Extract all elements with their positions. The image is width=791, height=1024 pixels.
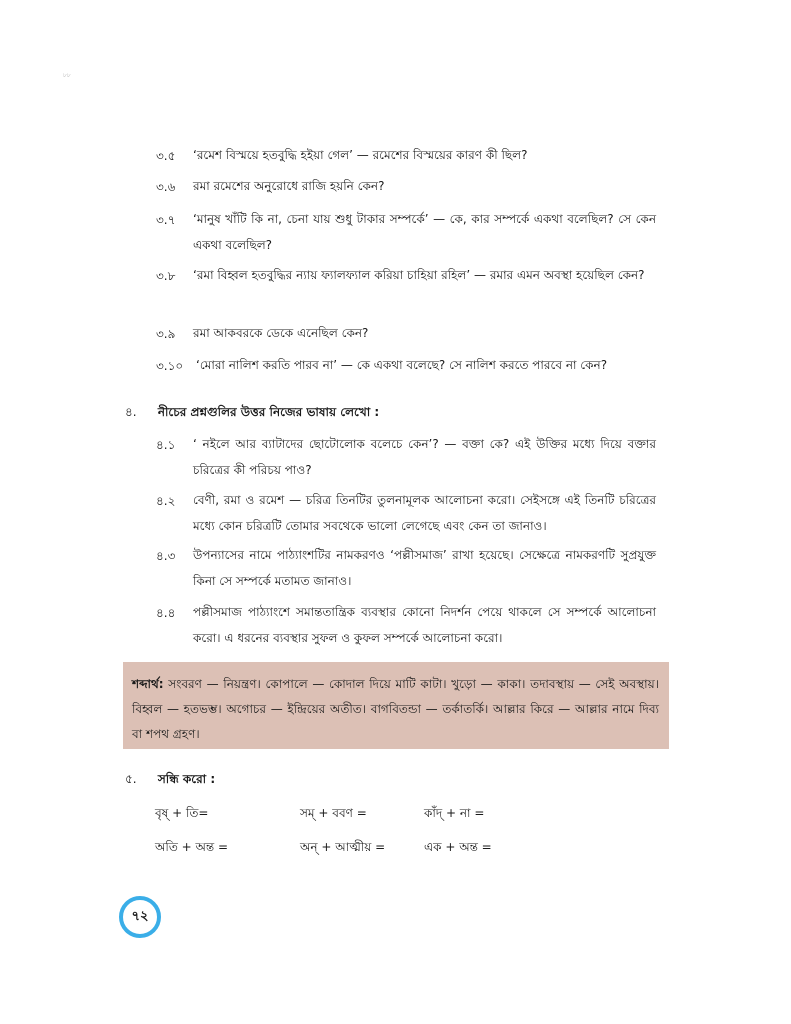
question-number: ৩.৭ xyxy=(156,213,176,227)
question-text: রমা রমেশের অনুরোধে রাজি হয়নি কেন? xyxy=(193,179,385,193)
sandhi-cell: এক + অন্ত = xyxy=(424,840,492,854)
question-4-1 xyxy=(156,437,656,483)
glossary-label: শব্দার্থ: xyxy=(132,677,164,691)
question-text: উপন্যাসের নামে পাঠ্যাংশটির নামকরণও ‘পল্লীসমাজ’ রাখা হয়েছে। সেক্ষেত্রে নামকরণটি সুপ্রযুক্ত কিনা সে সম্পর্কে মতামত জানাও। xyxy=(193,548,656,588)
question-number: ৩.১০ xyxy=(156,359,184,373)
glossary-text: সংবরণ — নিয়ন্ত্রণ। কোপালে — কোদাল দিয়ে মাটি কাটা। খুড়ো — কাকা। তদাবস্থায় — সেই অবস্থায়। বিহ্বল — হতভম্ভ। অগোচর — ইন্দ্রিয়ের অতীত। বাগবিতন্ডা — তর্কাতর্কি। আল্লার কিরে — আল্লার নামে দিব্য বা শপথ গ্রহণ। xyxy=(132,677,659,741)
question-number: ৩.৫ xyxy=(156,149,176,163)
question-text: ‘রমেশ বিস্ময়ে হতবুদ্ধি হইয়া গেল’ — রমেশের বিস্ময়ের কারণ কী ছিল? xyxy=(193,148,528,162)
glossary-box xyxy=(123,662,669,749)
question-text: ‘রমা বিহ্বল হতবুদ্ধির ন্যায় ফ্যালফ্যাল করিয়া চাহিয়া রহিল’ — রমার এমন অবস্থা হয়েছিল কেন? xyxy=(193,268,645,282)
question-text: ‘মোরা নালিশ করতি পারব না’ — কে একথা বলেছে? সে নালিশ করতে পারবে না কেন? xyxy=(196,358,608,372)
section-title: সন্ধি করো : xyxy=(157,772,216,786)
page-number: ৭২ xyxy=(131,908,149,924)
question-4-3 xyxy=(156,548,656,594)
question-text: পল্লীসমাজ পাঠ্যাংশে সমান্ততান্ত্রিক ব্যবস্থার কোনো নিদর্শন পেয়ে থাকলে সে সম্পর্কে আলোচনা করো। এ ধরনের ব্যবস্থার সুফল ও কুফল সম্পর্কে আলোচনা করো। xyxy=(193,605,656,645)
question-number: ৪.৩ xyxy=(156,549,176,563)
question-3-5 xyxy=(156,148,656,168)
section-5-heading xyxy=(125,771,215,791)
sandhi-cell: বৃষ্‌ + তি= xyxy=(155,806,209,820)
question-number: ৩.৬ xyxy=(156,180,176,194)
sandhi-cell: কাঁদ্‌ + না = xyxy=(424,806,485,820)
sandhi-cell: অন্‌ + আত্মীয় = xyxy=(300,840,386,854)
section-number: ৪. xyxy=(125,405,137,419)
section-title: নীচের প্রশ্নগুলির উত্তর নিজের ভাষায় লেখো : xyxy=(157,405,380,419)
question-text: ‘ নইলে আর ব্যাটাদের ছোটোলোক বলেচে কেন’? — বক্তা কে? এই উক্তির মধ্যে দিয়ে বক্তার চরিত্রের কী পরিচয় পাও? xyxy=(193,437,656,477)
section-number: ৫. xyxy=(125,772,137,786)
sandhi-cell: সম্‌ + ববণ = xyxy=(300,806,367,820)
section-4-heading xyxy=(125,404,379,424)
page-mark: ৮৮ xyxy=(63,72,71,79)
sandhi-row xyxy=(155,839,655,857)
question-3-7 xyxy=(156,212,656,258)
question-3-10 xyxy=(156,358,656,378)
sandhi-cell: অতি + অন্ত = xyxy=(155,840,229,854)
question-number: ৪.১ xyxy=(156,438,176,452)
question-number: ৪.৪ xyxy=(156,606,176,620)
question-3-8 xyxy=(156,268,656,288)
sandhi-row xyxy=(155,805,655,823)
question-3-9 xyxy=(156,326,656,346)
page-number-badge xyxy=(119,896,161,938)
question-text: ‘মানুষ খাঁটি কি না, চেনা যায় শুধু টাকার সম্পর্কে’ — কে, কার সম্পর্কে একথা বলেছিল? সে কেন একথা বলেছিল? xyxy=(193,212,656,252)
question-4-4 xyxy=(156,605,656,651)
question-text: রমা আকবরকে ডেকে এনেছিল কেন? xyxy=(193,326,369,340)
question-number: ৪.২ xyxy=(156,494,176,508)
question-3-6 xyxy=(156,179,656,199)
question-text: বেণী, রমা ও রমেশ — চরিত্র তিনটির তুলনামূলক আলোচনা করো। সেইসঙ্গে এই তিনটি চরিত্রের মধ্যে কোন চরিত্রটি তোমার সবথেকে ভালো লেগেছে এবং কেন তা জানাও। xyxy=(193,493,656,533)
question-number: ৩.৮ xyxy=(156,269,176,283)
question-number: ৩.৯ xyxy=(156,327,176,341)
question-4-2 xyxy=(156,493,656,539)
